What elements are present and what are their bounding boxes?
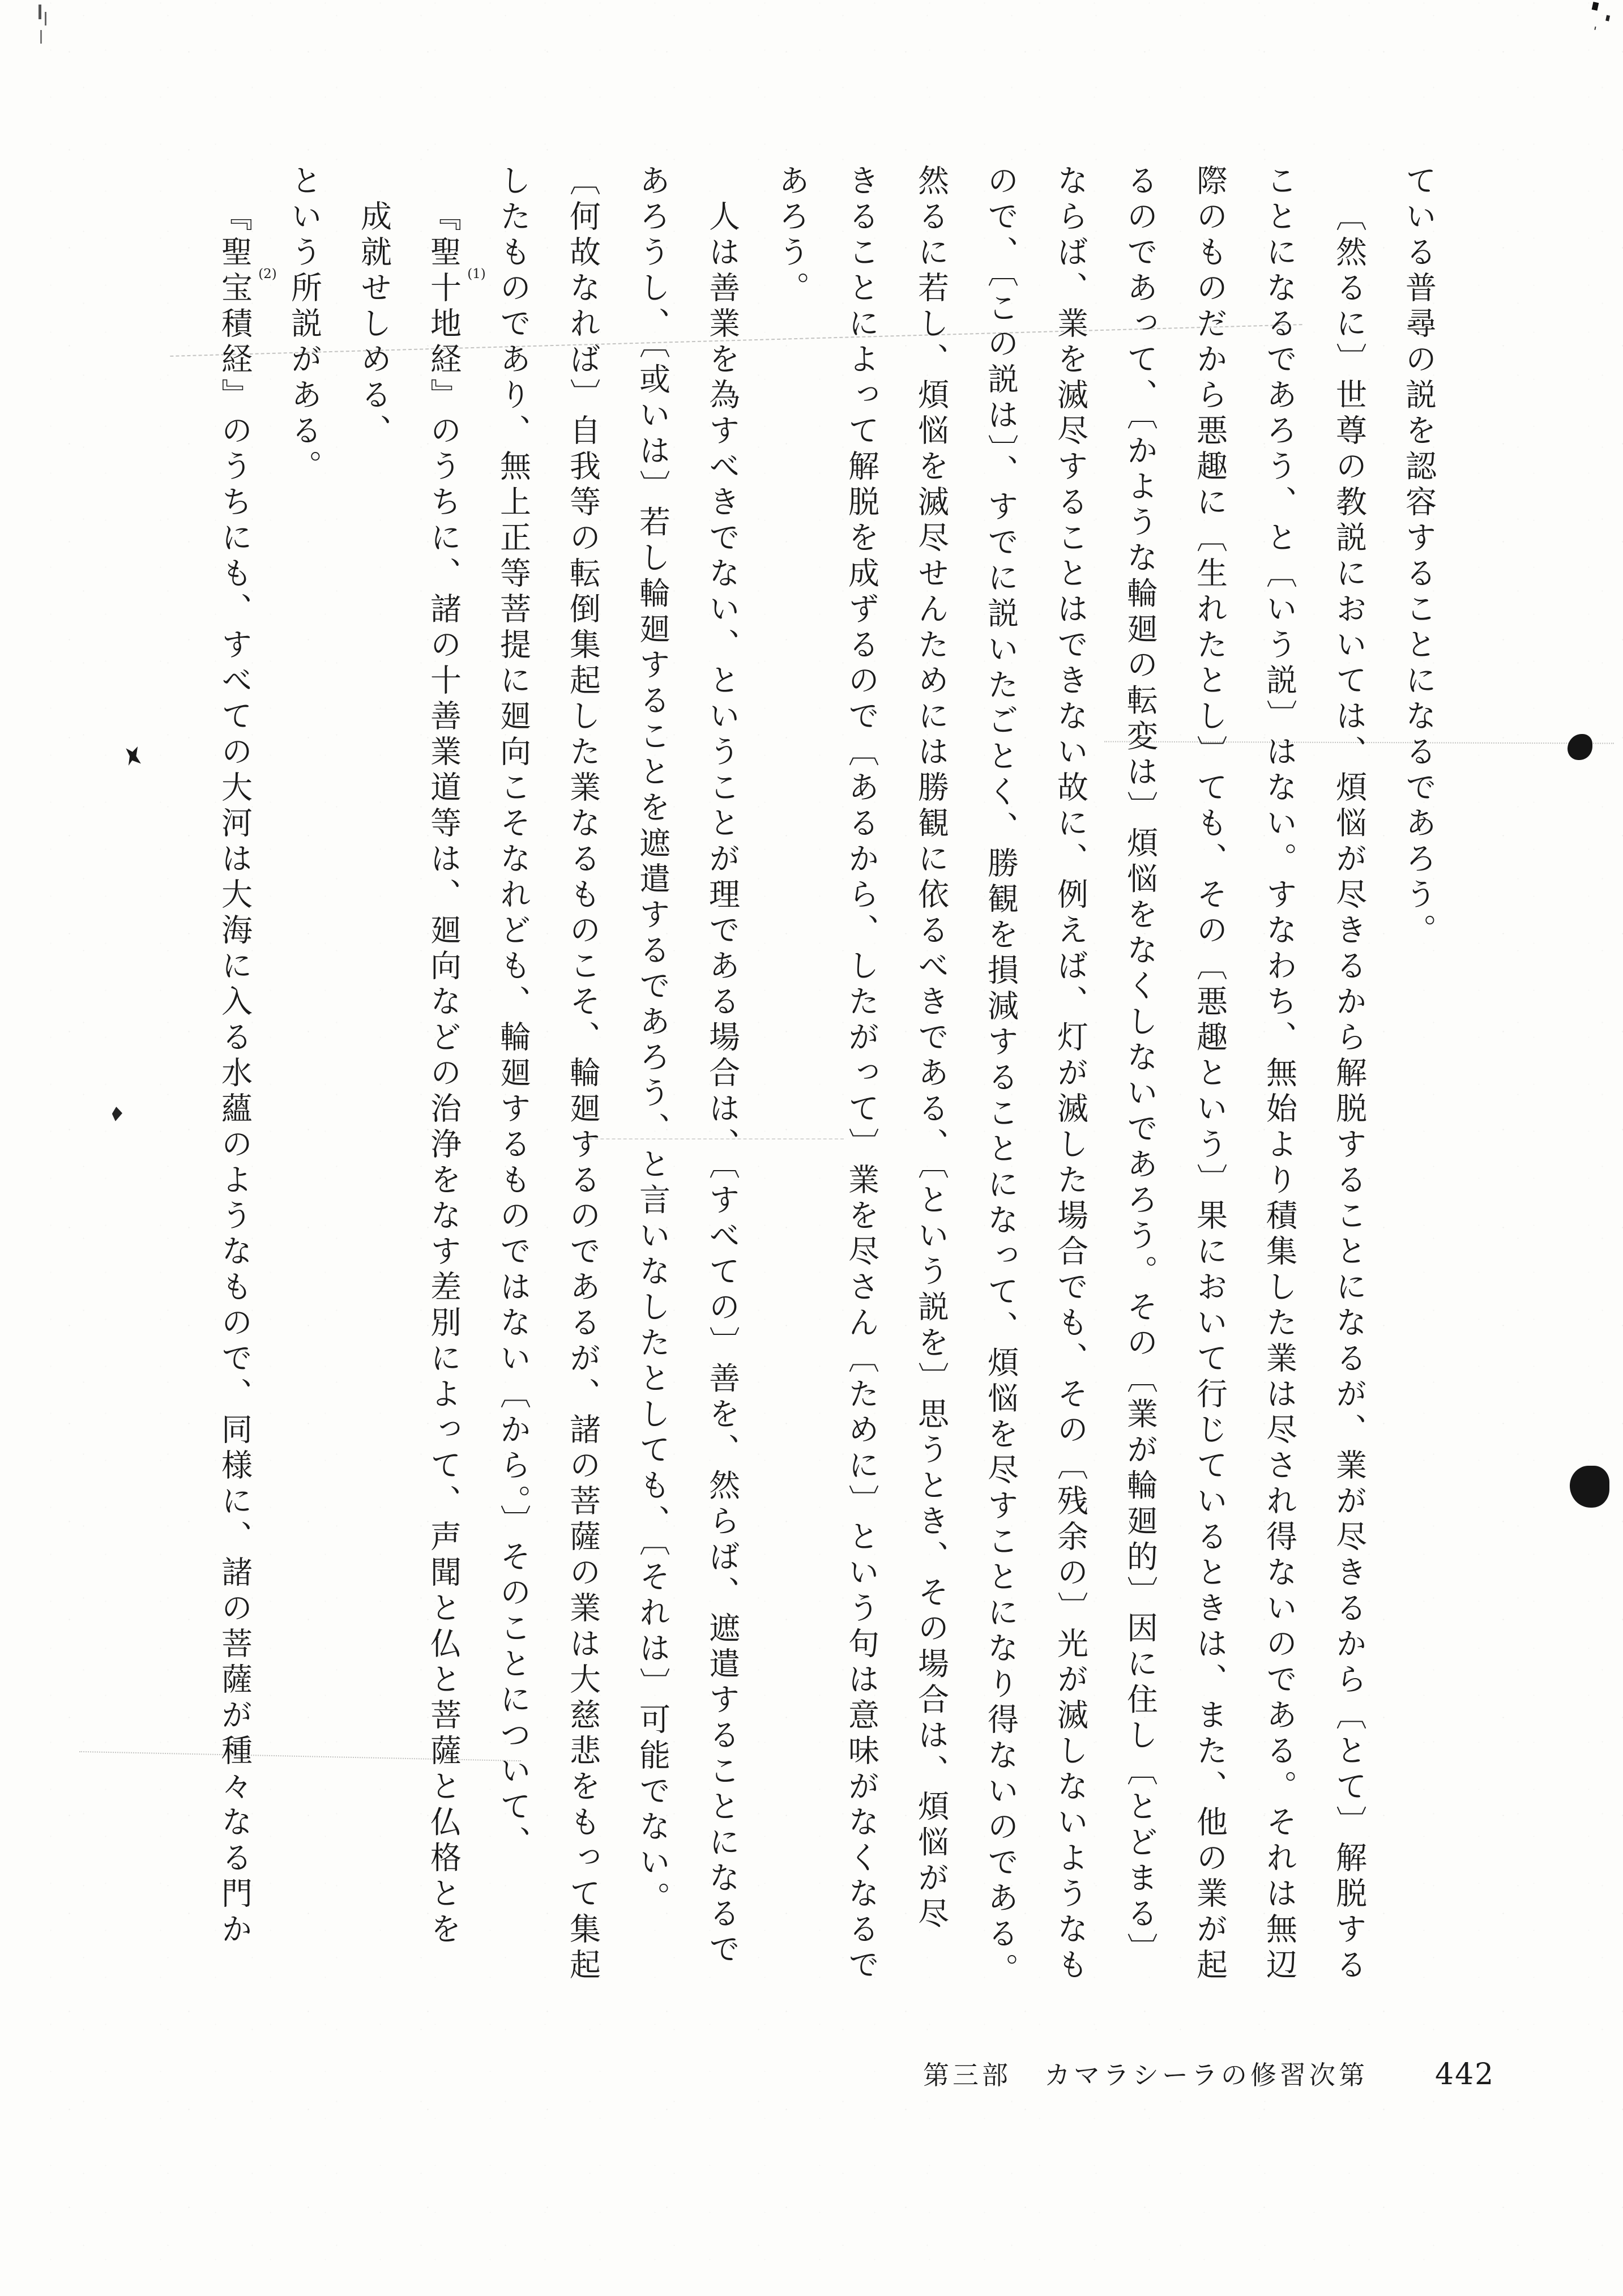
- text-column-10: あろう。: [774, 164, 810, 307]
- ink-speck: [123, 745, 143, 767]
- text-column-18: 『聖(2)宝積経』のうちにも、すべての大河は大海に入る水蘊のようなもので、同様に、諸の菩薩が種々なる門か: [216, 200, 277, 1948]
- text-column-5: るのであって、〔かような輪廻の転変は〕煩悩をなくしないであろう。その〔業が輪廻的〕因に住し〔とどまる〕: [1122, 164, 1158, 1969]
- text-column-14: したものであり、無上正等菩提に廻向こそなれども、輪廻するものではない〔から。〕そのことについて、: [495, 164, 531, 1862]
- text-column-9: きることによって解脱を成ずるので〔あるから、したがって〕業を尽さん〔ために〕という句は意味がなくなるで: [843, 164, 879, 1984]
- text-column-2: 〔然るに〕世尊の教説においては、煩悩が尽きるから解脱することになるが、業が尽きるから〔とて〕解脱する: [1331, 200, 1367, 1984]
- body-text-block: [173, 164, 1453, 2050]
- text-column-4: 際のものだから悪趣に〔生れたとし〕ても、その〔悪趣という〕果において行じているときは、また、他の業が起: [1191, 164, 1228, 1984]
- text-column-3: ことになるであろう、と〔いう説〕はない。すなわち、無始より積集した業は尽され得ないのである。それは無辺: [1261, 164, 1297, 1984]
- text-column-16: 成就せしめる、: [356, 200, 392, 450]
- footer-part-label: 第三部: [923, 2060, 1011, 2090]
- text-column-15: 『聖(1)十地経』のうちに、諸の十善業道等は、廻向などの治浄をなす差別によって、声聞と仏と菩薩と仏格とを: [425, 200, 486, 1948]
- page-number: 442: [1435, 2058, 1495, 2092]
- page-footer: [923, 2055, 1494, 2092]
- scan-corner-speck: [39, 5, 41, 19]
- text-column-1: ている普尋の説を認容することになるであろう。: [1400, 164, 1437, 949]
- text-column-7: ので、〔この説は〕、すでに説いたごとく、勝観を損減することになって、煩悩を尽すことになり得ないのである。: [983, 164, 1019, 1988]
- scan-edge-smudge: [1570, 1466, 1609, 1508]
- text-column-17: という所説がある。: [286, 164, 322, 485]
- text-column-12: あろうし、〔或いは〕若し輪廻することを遮遣するであろう、と言いなしたとしても、〔それは〕可能でない。: [634, 164, 670, 1917]
- text-column-6: ならば、業を滅尽することはできない故に、例えば、灯が滅した場合でも、その〔残余の〕光が滅しないようなも: [1052, 164, 1088, 1984]
- scan-edge-smudge: [1568, 734, 1592, 760]
- text-column-8: 然るに若し、煩悩を滅尽せんためには勝観に依るべきである、〔という説を〕思うとき、その場合は、煩悩が尽: [913, 164, 949, 1933]
- footer-book-title: カマラシーラの修習次第: [1044, 2060, 1368, 2090]
- ink-speck: [110, 1106, 125, 1123]
- scan-corner-speck: [1592, 2, 1599, 11]
- text-column-11: 人は善業を為すべきでない、ということが理である場合は、〔すべての〕善を、然らば、遮遣することになるで: [704, 200, 740, 1969]
- text-column-13: 〔何故なれば〕自我等の転倒集起した業なるものこそ、輪廻するのであるが、諸の菩薩の業は大慈悲をもって集起: [565, 164, 601, 1984]
